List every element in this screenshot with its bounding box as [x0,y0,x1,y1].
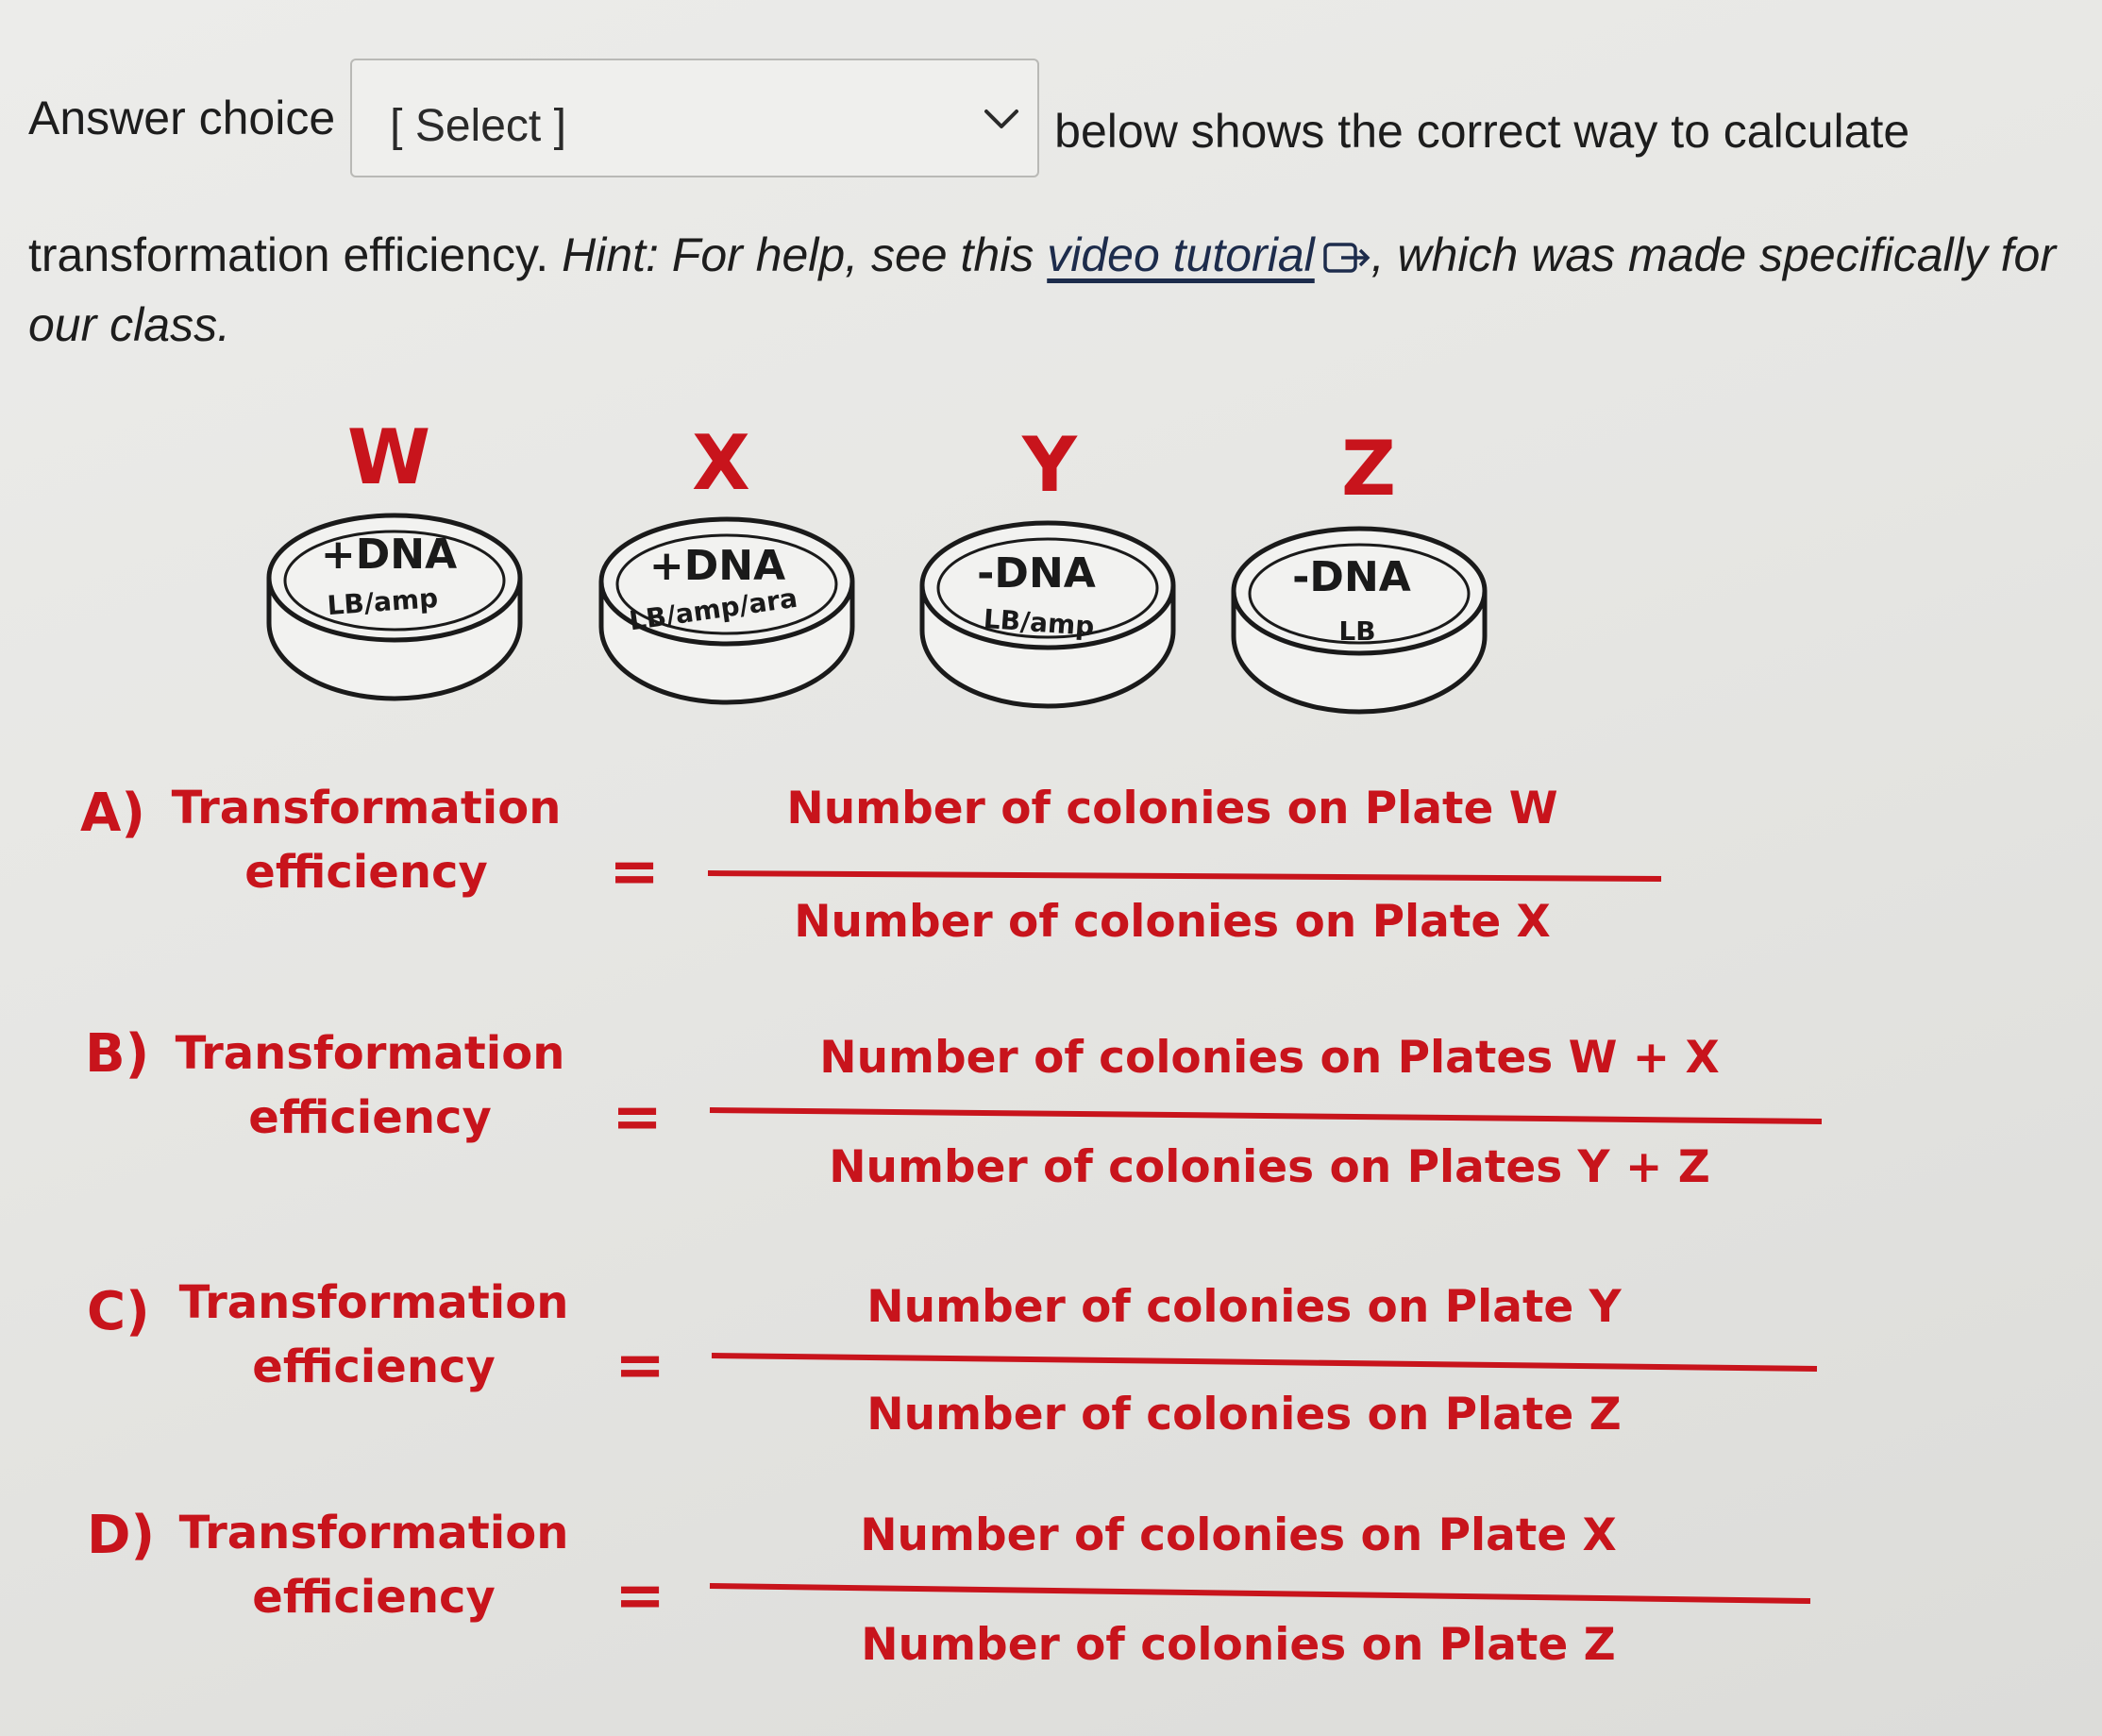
option-b-term-1: Transformation [175,1027,565,1080]
option-c-numerator: Number of colonies on Plate Y [866,1281,1622,1333]
video-tutorial-link[interactable]: video tutorial [1047,228,1315,281]
option-b-letter: B) [85,1023,150,1085]
option-d-denominator: Number of colonies on Plate Z [861,1619,1616,1671]
option-d-letter: D) [87,1505,156,1566]
plate-y [922,421,1173,706]
plate-w-dna: +DNA [320,531,458,579]
plate-y-letter: Y [1022,421,1077,509]
option-c-denominator: Number of colonies on Plate Z [866,1389,1622,1441]
plate-z-medium: LB [1338,615,1376,647]
option-a-term-1: Transformation [171,782,562,834]
option-c-term-1: Transformation [178,1276,569,1329]
option-a-term-2: efficiency [244,846,488,899]
option-c-fraction-bar [712,1356,1817,1369]
plate-w-letter: W [346,413,431,501]
option-a-denominator: Number of colonies on Plate X [794,896,1551,948]
plate-y-medium: LB/amp [982,602,1096,643]
option-b-fraction-bar [710,1110,1822,1121]
plate-y-dna: -DNA [977,549,1096,598]
option-c-equals: = [614,1331,665,1401]
option-a-numerator: Number of colonies on Plate W [786,783,1558,834]
question-prefix: Answer choice [28,92,336,144]
plate-x [601,419,852,702]
option-a [80,782,1661,948]
hint-post-text: , which was made specifically for our class. [28,228,2057,351]
option-d-term-2: efficiency [252,1571,496,1624]
option-b-denominator: Number of colonies on Plates Y + Z [829,1141,1710,1193]
select-value: [ Select ] [390,101,566,151]
plate-z-dna: -DNA [1292,553,1411,601]
option-a-equals: = [609,837,660,907]
hint-pre-text: For help, see this [671,228,1034,281]
option-b-term-2: efficiency [248,1091,492,1144]
question-line2-text: transformation efficiency. [28,228,549,281]
plate-x-dna: +DNA [648,542,786,590]
option-c-term-2: efficiency [252,1340,496,1393]
plate-z-letter: Z [1340,425,1397,513]
plate-z [1234,425,1485,712]
option-a-fraction-bar [708,873,1661,879]
plate-w [269,413,520,699]
option-b [85,1023,1822,1193]
option-c [87,1276,1817,1441]
option-d-numerator: Number of colonies on Plate X [860,1509,1617,1561]
plate-w-medium: LB/amp [326,581,440,622]
plate-x-letter: X [692,419,750,507]
option-b-numerator: Number of colonies on Plates W + X [819,1032,1720,1084]
hint-label: Hint: [562,228,659,281]
option-d [87,1505,1810,1671]
option-d-term-1: Transformation [178,1507,569,1559]
option-c-letter: C) [87,1281,150,1342]
question-suffix: below shows the correct way to calculate [1054,105,1910,158]
option-d-fraction-bar [710,1586,1810,1601]
option-b-equals: = [612,1083,663,1153]
plate-x-medium: LB/amp/ara [627,581,799,637]
option-d-equals: = [614,1561,665,1631]
option-a-letter: A) [80,783,145,844]
